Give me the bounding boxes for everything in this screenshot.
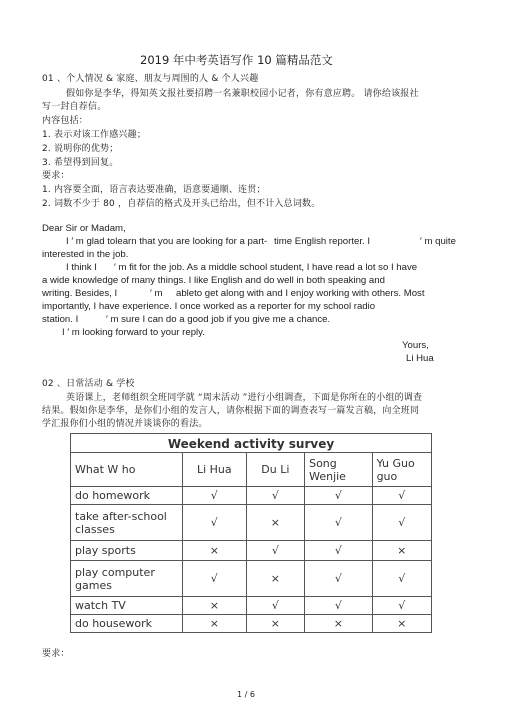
section-2-prompt-line-2: 结果。假如你是李华，是你们小组的发言人，请你根据下面的调查表写一篇发言稿，向全班同 — [42, 406, 420, 416]
section-2-prompt-line-3: 学汇报你们小组的情况并谈谈你的看法。 — [42, 419, 208, 429]
mark-cell: √ — [372, 561, 431, 597]
section-2-heading: 02 、日常活动 & 学校 — [42, 379, 135, 389]
mark-cell: × — [372, 541, 431, 561]
mark-cell: √ — [305, 505, 372, 541]
table-row — [71, 487, 432, 505]
mark-cell: √ — [305, 597, 372, 615]
letter-line-7a: station. I — [42, 314, 79, 325]
letter-greeting: Dear Sir or Madam, — [42, 223, 126, 234]
letter-line-4: a wide knowledge of many things. I like English and do well in both speaking and — [42, 275, 385, 286]
mark-cell: × — [182, 541, 246, 561]
letter-line-8: I ′ m looking forward to your reply. — [62, 327, 205, 338]
section-2-requirements-label: 要求： — [42, 649, 70, 659]
survey-header-du-li: Du Li — [246, 453, 304, 487]
mark-cell: × — [246, 505, 304, 541]
letter-line-1a: I ′ m glad tolearn that you are looking for a part- — [66, 236, 268, 247]
letter-line-5b: ′ m — [150, 288, 163, 299]
table-row — [71, 597, 432, 615]
mark-cell: √ — [182, 487, 246, 505]
content-point-1: 1. 表示对该工作感兴趣； — [42, 130, 147, 140]
activity-cell: play sports — [71, 541, 183, 561]
content-point-3: 3. 希望得到回复。 — [42, 158, 119, 168]
letter-line-3b: ′ m fit for the job. As a middle school student, I have read a lot so I have — [114, 262, 418, 273]
mark-cell: √ — [372, 597, 431, 615]
mark-cell: × — [246, 615, 304, 633]
table-row — [71, 561, 432, 597]
content-point-2: 2. 说明你的优势； — [42, 144, 119, 154]
mark-cell: √ — [372, 505, 431, 541]
content-label: 内容包括： — [42, 116, 89, 126]
survey-header-li-hua: Li Hua — [182, 453, 246, 487]
mark-cell: × — [182, 615, 246, 633]
activity-cell: watch TV — [71, 597, 183, 615]
mark-cell: √ — [182, 505, 246, 541]
letter-signature: Li Hua — [406, 353, 434, 364]
mark-cell: √ — [246, 487, 304, 505]
mark-cell: √ — [305, 487, 372, 505]
mark-cell: √ — [305, 561, 372, 597]
section-1-prompt-line-1: 假如你是李华，得知英文报社要招聘一名兼职校园小记者，你有意应聘。 请你给该报社 — [66, 89, 419, 99]
requirements-label: 要求： — [42, 171, 70, 181]
mark-cell: √ — [372, 487, 431, 505]
requirement-1: 1. 内容要全面，语言表达要准确，语意要通顺、连贯； — [42, 185, 266, 195]
letter-closing: Yours, — [402, 340, 429, 351]
table-row — [71, 615, 432, 633]
survey-header-yu-guoguo: Yu Guo guo — [372, 453, 431, 487]
mark-cell: × — [372, 615, 431, 633]
section-1-heading: 01 、个人情况 & 家庭、朋友与周围的人 & 个人兴趣 — [42, 74, 259, 84]
activity-cell: take after-school classes — [71, 505, 183, 541]
letter-line-1b: time English reporter. I — [274, 236, 370, 247]
requirement-2: 2. 词数不少于 80 ，自荐信的格式及开头已给出，但不计入总词数。 — [42, 199, 321, 209]
mark-cell: × — [182, 597, 246, 615]
mark-cell: √ — [182, 561, 246, 597]
survey-table — [70, 452, 432, 633]
mark-cell: √ — [246, 597, 304, 615]
survey-header-row — [71, 453, 432, 487]
letter-line-3a: I think I — [66, 262, 97, 273]
letter-line-5c: ableto get along with and I enjoy working with others. Most — [176, 288, 425, 299]
activity-cell: do housework — [71, 615, 183, 633]
mark-cell: √ — [305, 541, 372, 561]
survey-header-activity: What W ho — [71, 453, 183, 487]
table-row — [71, 505, 432, 541]
mark-cell: × — [305, 615, 372, 633]
mark-cell: × — [246, 561, 304, 597]
page-title: 2019 年中考英语写作 10 篇精品范文 — [140, 53, 333, 67]
letter-line-2: interested in the job. — [42, 249, 129, 260]
section-2-prompt-line-1: 英语课上，老师组织全班同学就 “周末活动 ”进行小组调查，下面是你所在的小组的调查 — [66, 393, 423, 403]
letter-line-5a: writing. Besides, I — [42, 288, 118, 299]
letter-line-1c: ′ m quite — [420, 236, 456, 247]
activity-cell: do homework — [71, 487, 183, 505]
activity-cell: play computer games — [71, 561, 183, 597]
survey-title: Weekend activity survey — [70, 433, 432, 453]
survey-header-song-wenjie: Song Wenjie — [305, 453, 372, 487]
table-row — [71, 541, 432, 561]
section-1-prompt-line-2: 写一封自荐信。 — [42, 102, 107, 112]
page-number: 1 / 6 — [237, 690, 255, 699]
mark-cell: √ — [246, 541, 304, 561]
letter-line-6: importantly, I have experience. I once worked as a reporter for my school radio — [42, 301, 376, 312]
letter-line-7b: ′ m sure I can do a good job if you give me a chance. — [106, 314, 331, 325]
